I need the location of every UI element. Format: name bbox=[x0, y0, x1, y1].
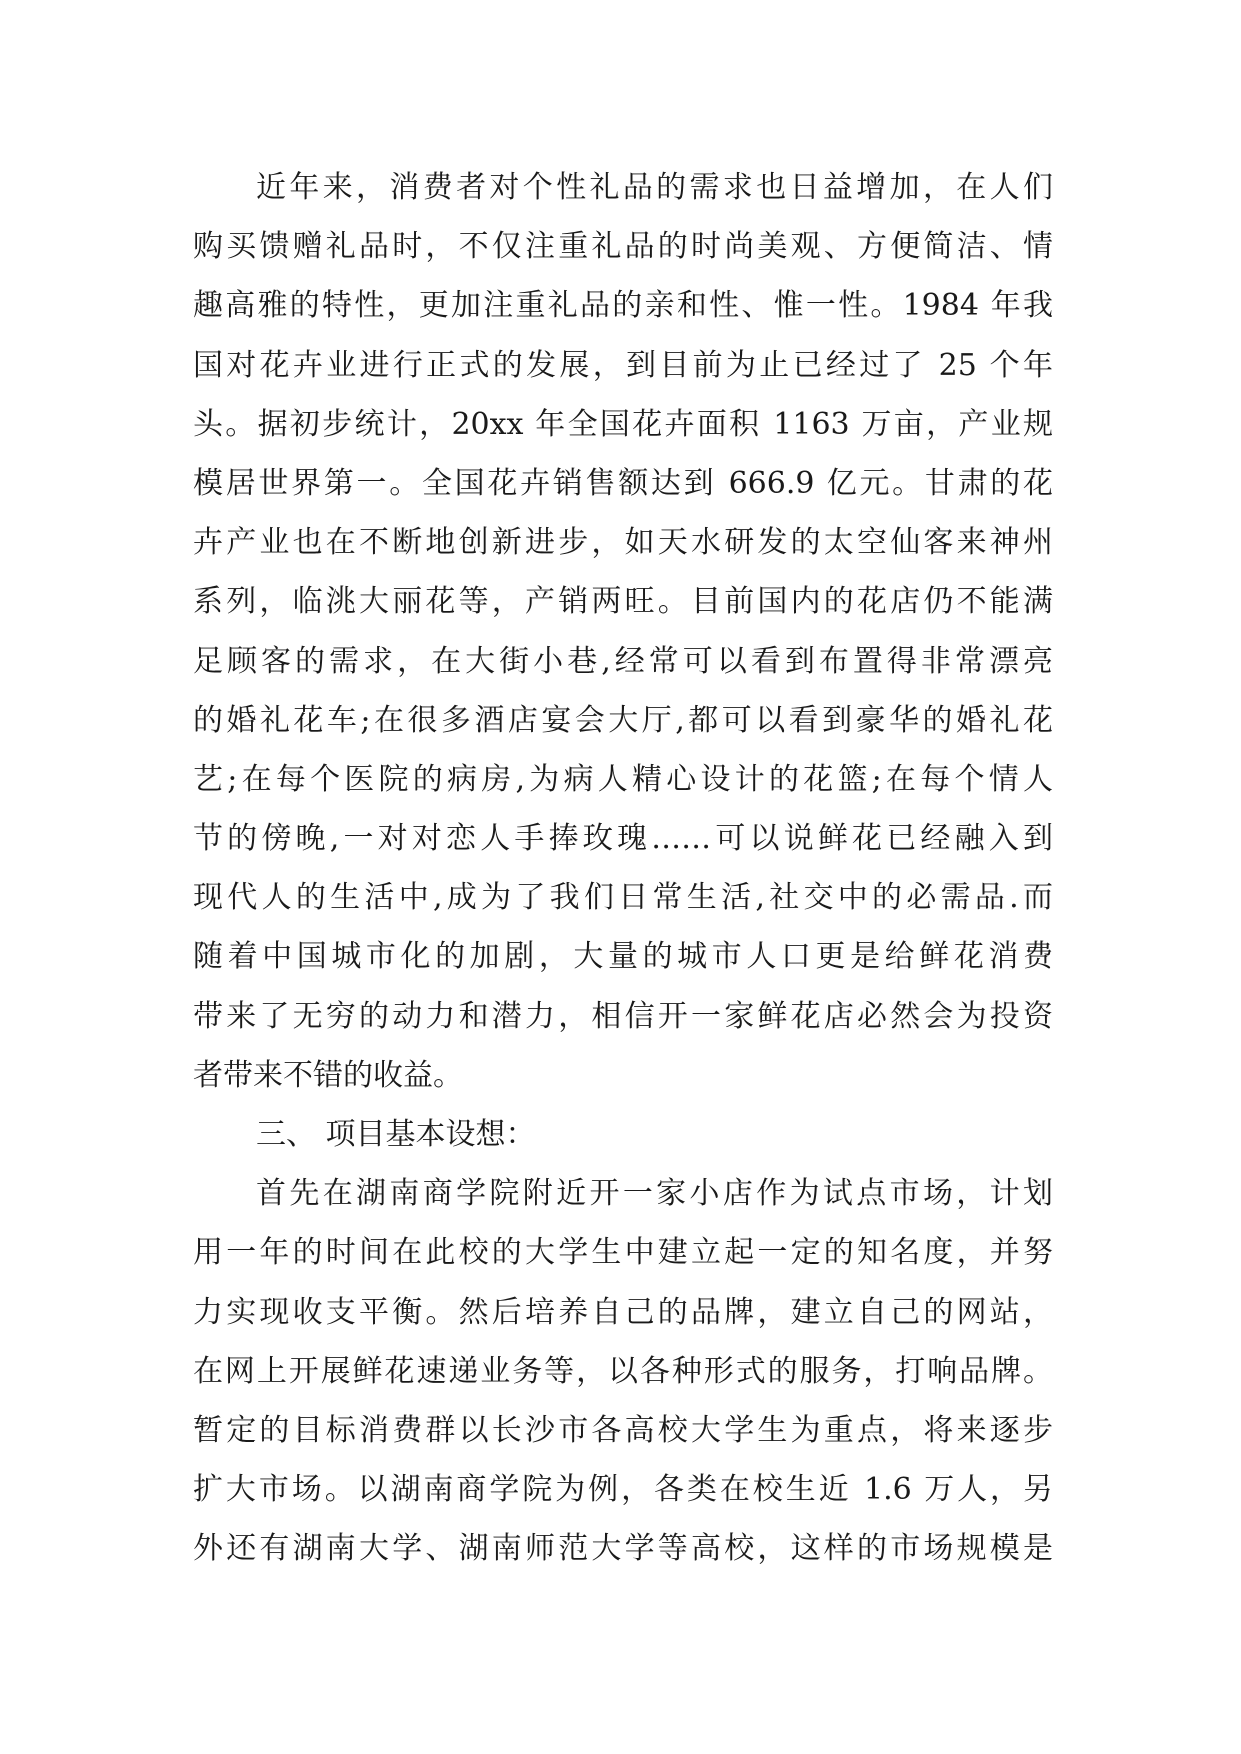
paragraph-line: 卉产业也在不断地创新进步，如天水研发的太空仙客来神州 bbox=[193, 525, 1053, 561]
paragraph-line: 国对花卉业进行正式的发展，到目前为止已经过了 25 个年 bbox=[193, 347, 1053, 383]
paragraph-line: 力实现收支平衡。然后培养自己的品牌，建立自己的网站， bbox=[193, 1294, 1053, 1330]
paragraph-line: 头。据初步统计，20xx 年全国花卉面积 1163 万亩，产业规 bbox=[193, 406, 1053, 442]
paragraph-line: 的婚礼花车;在很多酒店宴会大厅,都可以看到豪华的婚礼花 bbox=[193, 702, 1053, 738]
paragraph-line: 用一年的时间在此校的大学生中建立起一定的知名度，并努 bbox=[193, 1235, 1053, 1271]
paragraph-line: 系列，临洮大丽花等，产销两旺。目前国内的花店仍不能满 bbox=[193, 584, 1053, 620]
paragraph-line: 暂定的目标消费群以长沙市各高校大学生为重点，将来逐步 bbox=[193, 1412, 1053, 1448]
paragraph-line: 随着中国城市化的加剧，大量的城市人口更是给鲜花消费 bbox=[193, 939, 1053, 975]
document-body bbox=[193, 158, 1053, 1579]
paragraph-line: 趣高雅的特性，更加注重礼品的亲和性、惟一性。1984 年我 bbox=[193, 288, 1053, 324]
paragraph-line: 带来了无穷的动力和潜力，相信开一家鲜花店必然会为投资 bbox=[193, 998, 1053, 1034]
paragraph-line: 首先在湖南商学院附近开一家小店作为试点市场，计划 bbox=[256, 1176, 1053, 1212]
paragraph-line: 足顾客的需求，在大街小巷,经常可以看到布置得非常漂亮 bbox=[193, 643, 1053, 679]
paragraph-line: 者带来不错的收益。 bbox=[193, 1057, 463, 1093]
paragraph-line: 扩大市场。以湖南商学院为例，各类在校生近 1.6 万人，另 bbox=[193, 1472, 1053, 1508]
paragraph-line: 模居世界第一。全国花卉销售额达到 666.9 亿元。甘肃的花 bbox=[193, 465, 1053, 501]
paragraph-line: 在网上开展鲜花速递业务等，以各种形式的服务，打响品牌。 bbox=[193, 1353, 1053, 1389]
paragraph-line: 节的傍晚,一对对恋人手捧玫瑰……可以说鲜花已经融入到 bbox=[193, 821, 1053, 857]
paragraph-line: 购买馈赠礼品时，不仅注重礼品的时尚美观、方便简洁、情 bbox=[193, 229, 1053, 265]
paragraph-line: 近年来，消费者对个性礼品的需求也日益增加，在人们 bbox=[256, 170, 1053, 205]
paragraph-line: 艺;在每个医院的病房,为病人精心设计的花篮;在每个情人 bbox=[193, 761, 1053, 797]
section-heading: 三、 项目基本设想： bbox=[256, 1117, 536, 1152]
paragraph-line: 外还有湖南大学、湖南师范大学等高校，这样的市场规模是 bbox=[193, 1531, 1053, 1567]
paragraph-line: 现代人的生活中,成为了我们日常生活,社交中的必需品.而 bbox=[193, 880, 1053, 916]
